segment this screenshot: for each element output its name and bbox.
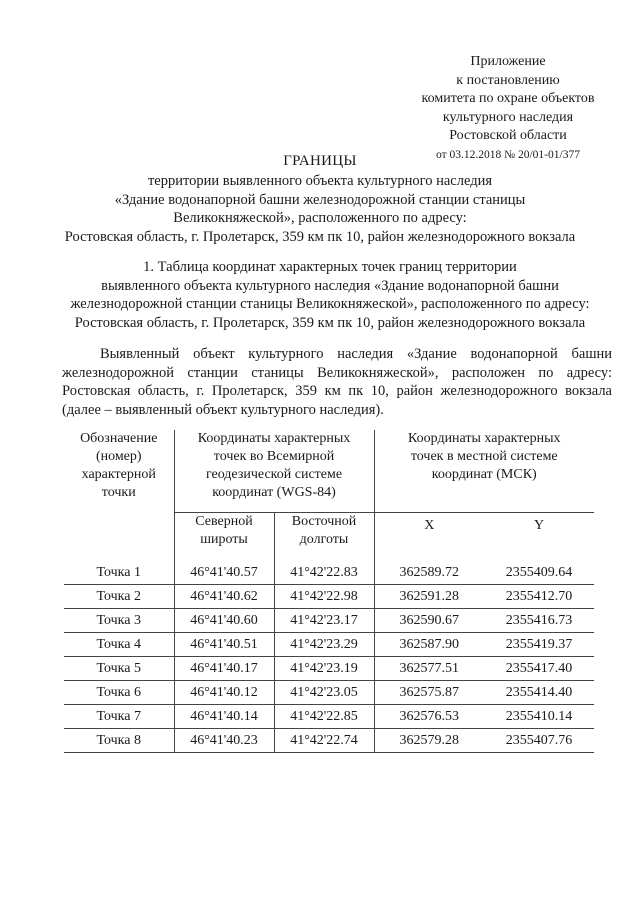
point-y: 2355409.64 <box>505 564 573 580</box>
paragraph-line: Ростовская область, г. Пролетарск, 359 км пк 10, район железнодорожного вокзала <box>62 383 612 399</box>
point-y: 2355419.37 <box>505 636 573 652</box>
point-lon: 41°42'23.29 <box>274 633 374 657</box>
header-designation: Обозначение (номер) характерной точки <box>64 430 174 561</box>
point-lon: 41°42'22.83 <box>274 561 374 585</box>
point-x: 362589.72 <box>399 564 459 580</box>
point-y: 2355412.70 <box>505 588 573 604</box>
point-lon: 41°42'22.74 <box>274 729 374 753</box>
point-name: Точка 8 <box>64 729 174 753</box>
subtitle-line: территории выявленного объекта культурного наследия <box>147 173 493 189</box>
table-row <box>64 705 594 729</box>
point-name: Точка 1 <box>64 561 174 585</box>
point-x: 362579.28 <box>399 732 459 748</box>
table-row <box>64 585 594 609</box>
table-row <box>64 609 594 633</box>
point-x: 362576.53 <box>399 708 459 724</box>
point-x: 362590.67 <box>399 612 459 628</box>
appendix-date: от 03.12.2018 № 20/01-01/377 <box>436 148 580 161</box>
appendix-line: Ростовской области <box>449 128 567 143</box>
point-lat: 46°41'40.17 <box>174 657 274 681</box>
point-lon: 41°42'23.05 <box>274 681 374 705</box>
point-y: 2355416.73 <box>505 612 573 628</box>
point-lat: 46°41'40.23 <box>174 729 274 753</box>
appendix-line: комитета по охране объектов <box>421 91 595 106</box>
header-wgs84: Координаты характерных точек во Всемирной геодезической системе координат (WGS-84) <box>174 430 374 513</box>
point-x: 362575.87 <box>399 684 459 700</box>
header-east-longitude: Восточной долготы <box>274 513 374 562</box>
section-line: железнодорожной станции станицы Великокняжеской», расположенного по адресу: <box>70 296 590 312</box>
point-lon: 41°42'22.85 <box>274 705 374 729</box>
point-x: 362591.28 <box>399 588 459 604</box>
point-x: 362577.51 <box>399 660 459 676</box>
point-name: Точка 3 <box>64 609 174 633</box>
header-x: X <box>424 518 435 533</box>
paragraph-line: железнодорожной станции станицы Великокняжеской», расположен по адресу: <box>62 364 612 381</box>
table-row <box>64 681 594 705</box>
point-lat: 46°41'40.60 <box>174 609 274 633</box>
table-row <box>64 729 594 753</box>
coordinates-table <box>64 430 594 753</box>
appendix-block <box>400 53 616 164</box>
point-lat: 46°41'40.57 <box>174 561 274 585</box>
point-lat: 46°41'40.14 <box>174 705 274 729</box>
point-name: Точка 5 <box>64 657 174 681</box>
point-y: 2355414.40 <box>505 684 573 700</box>
subtitle-line: Великокняжеской», расположенного по адресу: <box>173 210 467 226</box>
point-name: Точка 2 <box>64 585 174 609</box>
appendix-line: к постановлению <box>456 72 560 88</box>
point-lat: 46°41'40.62 <box>174 585 274 609</box>
point-y: 2355417.40 <box>505 660 573 676</box>
header-north-latitude: Северной широты <box>174 513 274 562</box>
subtitle-line: Ростовская область, г. Пролетарск, 359 км пк 10, район железнодорожного вокзала <box>64 228 576 245</box>
point-y: 2355410.14 <box>505 708 573 724</box>
point-x: 362587.90 <box>399 636 459 652</box>
appendix-line: культурного наследия <box>442 109 574 125</box>
appendix-line: Приложение <box>470 54 546 69</box>
point-lon: 41°42'23.19 <box>274 657 374 681</box>
paragraph-line: Выявленный объект культурного наследия «Здание водонапорной башни <box>100 346 612 362</box>
point-lon: 41°42'22.98 <box>274 585 374 609</box>
table-row <box>64 633 594 657</box>
document-title: ГРАНИЦЫ <box>283 153 357 169</box>
section-heading <box>40 258 620 332</box>
subtitle-line: «Здание водонапорной башни железнодорожной станции станицы <box>114 191 526 208</box>
section-line: Ростовская область, г. Пролетарск, 359 км пк 10, район железнодорожного вокзала <box>74 314 586 331</box>
header-y: Y <box>533 518 545 533</box>
section-line: выявленного объекта культурного наследия «Здание водонапорной башни <box>101 277 559 294</box>
point-lat: 46°41'40.51 <box>174 633 274 657</box>
point-lat: 46°41'40.12 <box>174 681 274 705</box>
point-lon: 41°42'23.17 <box>274 609 374 633</box>
point-name: Точка 4 <box>64 633 174 657</box>
description-paragraph <box>62 345 612 419</box>
header-msk: Координаты характерных точек в местной системе координат (МСК) <box>374 430 594 513</box>
point-name: Точка 7 <box>64 705 174 729</box>
paragraph-line: (далее – выявленный объект культурного наследия). <box>62 401 384 418</box>
point-y: 2355407.76 <box>505 732 573 748</box>
table-row <box>64 657 594 681</box>
section-line: 1. Таблица координат характерных точек границ территории <box>143 259 517 275</box>
point-name: Точка 6 <box>64 681 174 705</box>
table-row <box>64 561 594 585</box>
document-subtitle <box>40 172 600 246</box>
